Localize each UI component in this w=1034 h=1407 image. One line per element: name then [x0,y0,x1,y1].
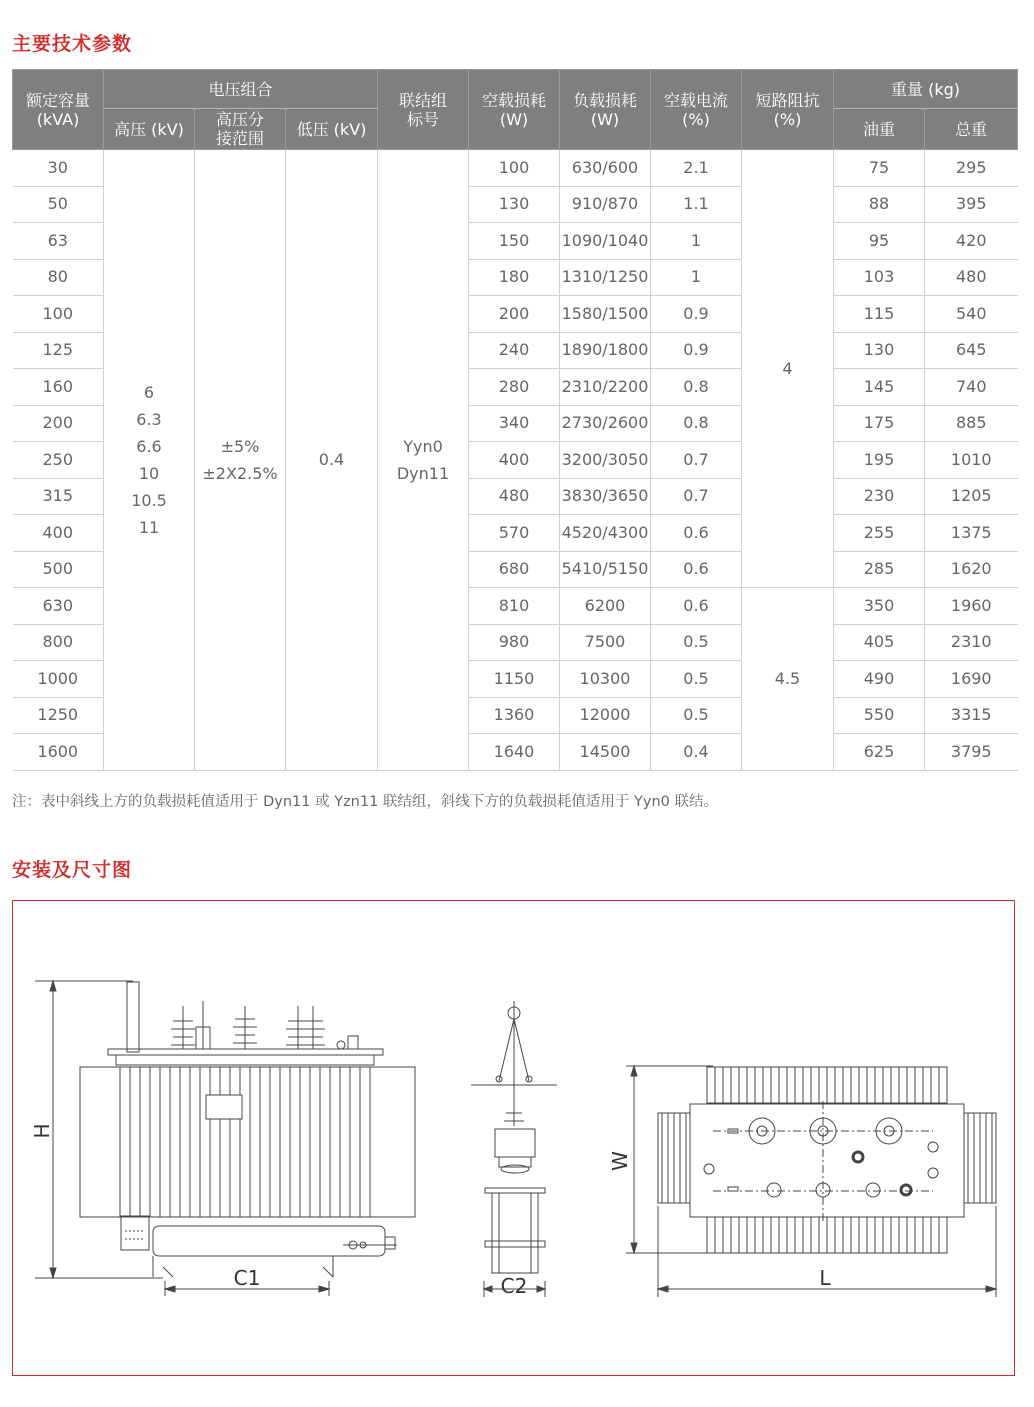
cell-total-weight: 1375 [925,515,1018,552]
cell-no-load-loss: 340 [469,405,560,442]
spec-table [12,69,1018,771]
cell-no-load-loss: 240 [469,332,560,369]
cell-load-loss: 910/870 [560,186,651,223]
cell-oil-weight: 75 [834,150,925,187]
cell-no-load-current: 0.8 [651,405,742,442]
table-row [13,150,1018,187]
cell-no-load-current: 0.6 [651,551,742,588]
header-lv: 低压 (kV) [286,109,378,150]
cell-total-weight: 3795 [925,734,1018,771]
cell-no-load-loss: 480 [469,478,560,515]
header-impedance: 短路阻抗 (%) [742,70,834,150]
cell-load-loss: 5410/5150 [560,551,651,588]
cell-capacity: 250 [13,442,104,479]
installation-diagram-box [12,900,1015,1376]
cell-no-load-current: 0.9 [651,296,742,333]
header-hv: 高压 (kV) [104,109,195,150]
cell-lv: 0.4 [286,150,378,771]
cell-load-loss: 1310/1250 [560,259,651,296]
cell-oil-weight: 550 [834,697,925,734]
label-w: W [608,1151,632,1171]
cell-oil-weight: 490 [834,661,925,698]
cell-hv-value: 11 [138,517,160,537]
cell-no-load-current: 0.7 [651,478,742,515]
cell-no-load-current: 0.5 [651,661,742,698]
cell-no-load-current: 0.4 [651,734,742,771]
header-voltage-group: 电压组合 [104,70,378,109]
cell-capacity: 800 [13,624,104,661]
cell-total-weight: 1690 [925,661,1018,698]
cell-load-loss: 3830/3650 [560,478,651,515]
header-weight: 重量 (kg) [834,70,1018,109]
cell-capacity: 630 [13,588,104,625]
cell-oil-weight: 625 [834,734,925,771]
cell-capacity: 315 [13,478,104,515]
diagram-section-title: 安装及尺寸图 [12,859,133,881]
cell-total-weight: 1620 [925,551,1018,588]
cell-capacity: 500 [13,551,104,588]
cell-no-load-loss: 980 [469,624,560,661]
header-rated-capacity: 额定容量 (kVA) [13,70,104,150]
specs-section-title: 主要技术参数 [12,33,133,55]
cell-oil-weight: 195 [834,442,925,479]
cell-no-load-loss: 570 [469,515,560,552]
cell-load-loss: 4520/4300 [560,515,651,552]
cell-total-weight: 1010 [925,442,1018,479]
cell-no-load-current: 0.7 [651,442,742,479]
cell-total-weight: 395 [925,186,1018,223]
label-h: H [30,1123,54,1139]
cell-hv-value: 6 [143,382,155,402]
front-view-drawing [35,981,415,1296]
cell-oil-weight: 350 [834,588,925,625]
cell-capacity: 100 [13,296,104,333]
cell-no-load-loss: 1150 [469,661,560,698]
cell-load-loss: 1580/1500 [560,296,651,333]
cell-total-weight: 480 [925,259,1018,296]
cell-no-load-current: 0.5 [651,697,742,734]
cell-oil-weight: 405 [834,624,925,661]
cell-no-load-current: 1 [651,259,742,296]
cell-no-load-loss: 1640 [469,734,560,771]
label-c1: C1 [233,1266,261,1290]
spec-table-body [13,150,1018,771]
cell-no-load-loss: 400 [469,442,560,479]
cell-no-load-current: 0.9 [651,332,742,369]
cell-oil-weight: 175 [834,405,925,442]
cell-no-load-current: 1 [651,223,742,260]
cell-oil-weight: 230 [834,478,925,515]
cell-oil-weight: 255 [834,515,925,552]
header-total-weight: 总重 [925,109,1018,150]
cell-vector-group [378,150,469,771]
cell-capacity: 400 [13,515,104,552]
cell-no-load-loss: 680 [469,551,560,588]
header-vector-group: 联结组 标号 [378,70,469,150]
cell-no-load-loss: 280 [469,369,560,406]
cell-oil-weight: 95 [834,223,925,260]
cell-hv [104,150,195,771]
cell-capacity: 1250 [13,697,104,734]
cell-hv-value: 10.5 [131,490,167,510]
cell-total-weight: 1960 [925,588,1018,625]
cell-load-loss: 14500 [560,734,651,771]
cell-no-load-loss: 130 [469,186,560,223]
cell-no-load-loss: 810 [469,588,560,625]
cell-total-weight: 645 [925,332,1018,369]
cell-hv-tap-value: ±5% [220,436,260,456]
top-view-drawing [626,1066,996,1297]
cell-total-weight: 295 [925,150,1018,187]
cell-total-weight: 420 [925,223,1018,260]
cell-load-loss: 2730/2600 [560,405,651,442]
cell-capacity: 200 [13,405,104,442]
header-load-loss: 负载损耗 (W) [560,70,651,150]
cell-total-weight: 740 [925,369,1018,406]
cell-hv-value: 6.6 [136,436,162,456]
cell-no-load-current: 1.1 [651,186,742,223]
cell-oil-weight: 88 [834,186,925,223]
cell-total-weight: 2310 [925,624,1018,661]
header-oil-weight: 油重 [834,109,925,150]
cell-total-weight: 885 [925,405,1018,442]
cell-no-load-loss: 150 [469,223,560,260]
cell-capacity: 1000 [13,661,104,698]
cell-load-loss: 630/600 [560,150,651,187]
cell-capacity: 63 [13,223,104,260]
cell-capacity: 125 [13,332,104,369]
cell-total-weight: 1205 [925,478,1018,515]
cell-load-loss: 6200 [560,588,651,625]
cell-vector-group-value: Dyn11 [396,463,450,483]
label-l: L [819,1266,831,1290]
cell-capacity: 160 [13,369,104,406]
cell-hv-tap-value: ±2X2.5% [202,463,278,483]
cell-load-loss: 1090/1040 [560,223,651,260]
cell-total-weight: 3315 [925,697,1018,734]
cell-oil-weight: 145 [834,369,925,406]
label-c2: C2 [500,1274,528,1298]
cell-capacity: 50 [13,186,104,223]
cell-no-load-current: 0.6 [651,588,742,625]
cell-hv-tap [195,150,286,771]
table-note: 注：表中斜线上方的负载损耗值适用于 Dyn11 或 Yzn11 联结组，斜线下方的负载损耗值适用于 Yyn0 联结。 [12,794,719,810]
side-view-drawing [471,1001,557,1297]
cell-no-load-loss: 200 [469,296,560,333]
cell-no-load-loss: 100 [469,150,560,187]
cell-no-load-current: 0.5 [651,624,742,661]
cell-oil-weight: 103 [834,259,925,296]
cell-load-loss: 2310/2200 [560,369,651,406]
cell-capacity: 30 [13,150,104,187]
cell-oil-weight: 130 [834,332,925,369]
cell-vector-group-value: Yyn0 [403,436,443,456]
cell-load-loss: 12000 [560,697,651,734]
cell-oil-weight: 115 [834,296,925,333]
cell-no-load-current: 2.1 [651,150,742,187]
cell-load-loss: 3200/3050 [560,442,651,479]
header-no-load-loss: 空载损耗 (W) [469,70,560,150]
installation-diagram [13,901,1014,1375]
cell-capacity: 80 [13,259,104,296]
header-hv-tap: 高压分 接范围 [195,109,286,150]
cell-no-load-loss: 180 [469,259,560,296]
cell-impedance: 4 [742,150,834,588]
cell-impedance: 4.5 [742,588,834,771]
cell-total-weight: 540 [925,296,1018,333]
cell-no-load-current: 0.8 [651,369,742,406]
header-no-load-current: 空载电流 (%) [651,70,742,150]
cell-no-load-current: 0.6 [651,515,742,552]
cell-load-loss: 7500 [560,624,651,661]
cell-load-loss: 10300 [560,661,651,698]
cell-hv-value: 6.3 [136,409,162,429]
cell-no-load-loss: 1360 [469,697,560,734]
cell-load-loss: 1890/1800 [560,332,651,369]
cell-hv-value: 10 [138,463,160,483]
cell-capacity: 1600 [13,734,104,771]
cell-oil-weight: 285 [834,551,925,588]
